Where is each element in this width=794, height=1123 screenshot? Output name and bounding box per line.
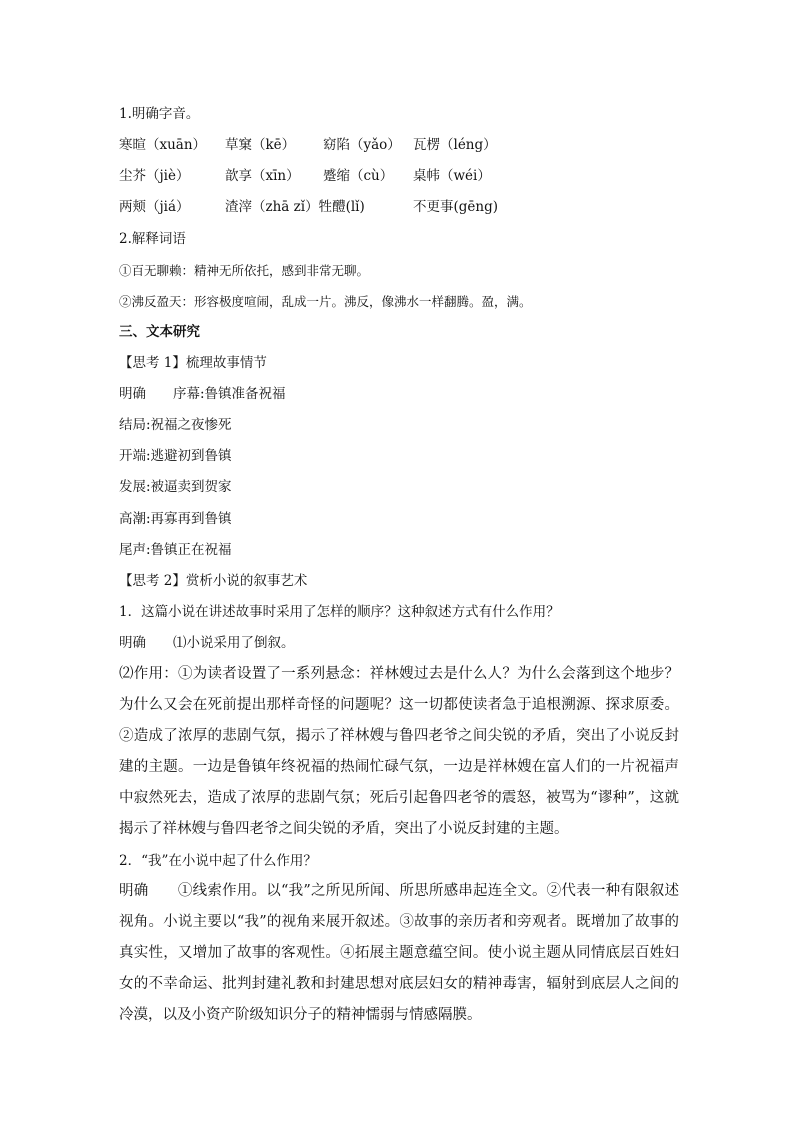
pinyin-cell: 蹙缩（cù） <box>323 168 394 184</box>
pinyin-cell: 歆享（xīn） <box>225 168 300 184</box>
vocab-item: ②沸反盈天：形容极度喧闹，乱成一片。沸反，像沸水一样翻腾。盈，满。 <box>119 294 532 309</box>
section-text-study-heading: 三、文本研究 <box>119 324 200 340</box>
answer-2-paragraph: 明确 ①线索作用。以“我”之所见所闻、所思所感串起连全文。②代表一种有限叙述视角。小说主要以“我”的视角来展开叙述。③故事的亲历者和旁观者。既增加了故事的真实性，又增加了故事的客观性。④拓展主题意蕴空间。使小说主题从同情底层百姓妇女的不幸命运、批判封建礼教和封建思想对底层妇女的精神毒害，辐射到底层人之间的冷漠，以及小资产阶级知识分子的精神懦弱与情感隔膜。 <box>119 883 679 1023</box>
vocab-item: ①百无聊赖：精神无所依托，感到非常无聊。 <box>119 263 370 278</box>
answer-1-line: 明确 ⑴小说采用了倒叙。 <box>119 635 295 651</box>
pinyin-cell: 不更事(gēng) <box>413 199 499 215</box>
plot-item: 明确 序幕:鲁镇准备祝福 <box>119 386 286 402</box>
pinyin-cell: 草窠（kē） <box>225 137 296 153</box>
think-1-heading: 【思考 1】梳理故事情节 <box>119 355 267 371</box>
plot-item: 开端:逃避初到鲁镇 <box>119 448 232 464</box>
pinyin-cell: 窈陷（yǎo） <box>323 137 401 153</box>
question-1: 1．这篇小说在讲述故事时采用了怎样的顺序？这种叙述方式有什么作用？ <box>119 604 560 620</box>
answer-1-paragraph: ⑵作用：①为读者设置了一系列悬念：祥林嫂过去是什么人？为什么会落到这个地步？为什么又会在死前提出那样奇怪的问题呢？这一切都使读者急于追根溯源、探求原委。②造成了浓厚的悲剧气氛，揭示了祥林嫂与鲁四老爷之间尖锐的矛盾，突出了小说反封建的主题。一边是鲁镇年终祝福的热闹忙碌气氛，一边是祥林嫂在富人们的一片祝福声中寂然死去，造成了浓厚的悲剧气氛；死后引起鲁四老爷的震怒，被骂为“谬种”，这就揭示了祥林嫂与鲁四老爷之间尖锐的矛盾，突出了小说反封建的主题。 <box>119 666 679 837</box>
pinyin-cell: 两颊（jiá） <box>119 199 190 215</box>
pinyin-cell: 渣滓（zhā zǐ）牲醴(lǐ) <box>225 199 365 215</box>
section-pronunciation-heading: 1.明确字音。 <box>119 106 200 122</box>
pinyin-cell: 瓦楞（léng） <box>413 137 497 153</box>
pinyin-cell: 桌帏（wéi） <box>413 168 491 184</box>
plot-item: 结局:祝福之夜惨死 <box>119 417 232 433</box>
plot-item: 尾声:鲁镇正在祝福 <box>119 542 232 558</box>
question-2: 2．“我”在小说中起了什么作用？ <box>119 853 317 869</box>
pinyin-cell: 尘芥（jiè） <box>119 168 190 184</box>
think-2-heading: 【思考 2】赏析小说的叙事艺术 <box>119 573 308 589</box>
section-vocab-heading: 2.解释词语 <box>119 231 186 247</box>
pinyin-cell: 寒暄（xuān） <box>119 137 207 153</box>
plot-item: 发展:被逼卖到贺家 <box>119 479 232 495</box>
plot-item: 高潮:再寡再到鲁镇 <box>119 511 232 527</box>
